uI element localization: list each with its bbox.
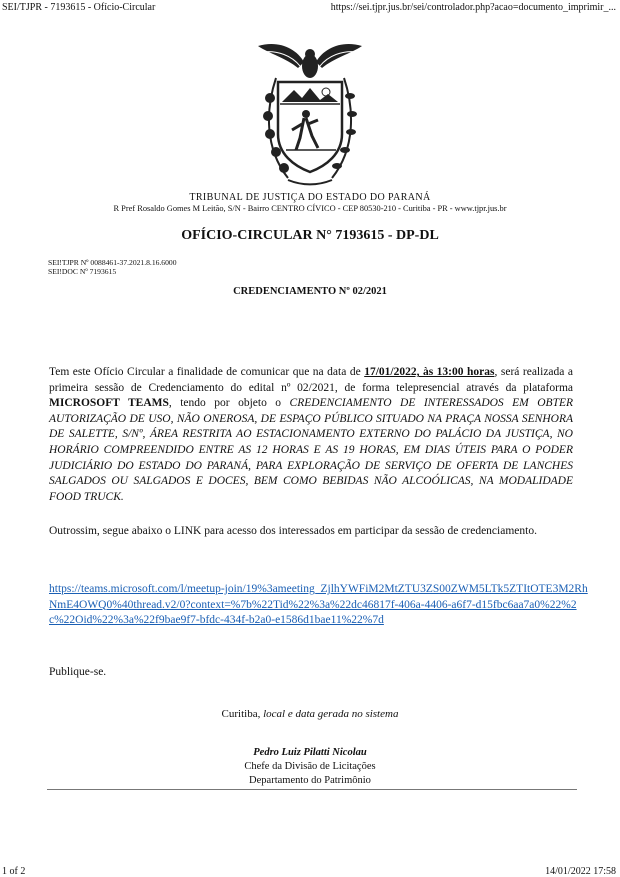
publique-se: Publique-se. — [49, 666, 107, 678]
print-footer-timestamp: 14/01/2022 17:58 — [545, 866, 616, 877]
p1-date: 17/01/2022, às 13:00 horas — [364, 366, 495, 378]
document-subject: CREDENCIAMENTO Nº 02/2021 — [233, 286, 387, 297]
court-name: TRIBUNAL DE JUSTIÇA DO ESTADO DO PARANÁ — [189, 192, 431, 203]
paragraph-link-intro: Outrossim, segue abaixo o LINK para acesso dos interessados em participar da sessão de credenciamento. — [49, 525, 537, 537]
parana-coat-of-arms-icon — [248, 38, 372, 188]
print-footer-page: 1 of 2 — [2, 866, 26, 877]
ref-sei-tjpr: SEI!TJPR Nº 0088461-37.2021.8.16.6000 — [48, 258, 177, 267]
signer-department: Departamento do Patrimônio — [249, 775, 371, 786]
place-date — [0, 708, 620, 720]
court-address: R Pref Rosaldo Gomes M Leitão, S/N - Bairro CENTRO CÍVICO - CEP 80530-210 - Curitiba - PR - www.tjpr.jus.br — [113, 204, 507, 213]
p1-mid: , será realizada a primeira sessão de Credenciamento do edital nº 02/2021, de forma telepresencial através da plataforma — [49, 366, 573, 394]
place-city: Curitiba, — [221, 708, 264, 720]
signer-role: Chefe da Divisão de Licitações — [244, 761, 376, 772]
p1-tail: , tendo por objeto o — [168, 397, 290, 410]
document-title: OFÍCIO-CIRCULAR N° 7193615 - DP-DL — [181, 228, 439, 243]
p1-platform: MICROSOFT TEAMS — [49, 397, 169, 410]
reference-lines — [48, 258, 177, 276]
ref-seidoc: SEI!DOC Nº 7193615 — [48, 267, 117, 276]
place-note: local e data gerada no sistema — [263, 708, 399, 720]
p1-lead: Tem este Ofício Circular a finalidade de comunicar que na data de — [49, 366, 365, 378]
print-header-url: https://sei.tjpr.jus.br/sei/controlador.php?acao=documento_imprimir_... — [330, 2, 616, 13]
print-header-title: SEI/TJPR - 7193615 - Ofício-Circular — [2, 2, 156, 13]
signature-divider — [47, 789, 577, 790]
signer-name: Pedro Luiz Pilatti Nicolau — [253, 747, 367, 758]
teams-meeting-link[interactable]: https://teams.microsoft.com/l/meetup-join/19%3ameeting_ZjlhYWFiM2MtZTU3ZS00ZWM5LTk5ZTItOTE3M2RhNmE4OWQ0%40thread.v2/0?context=%7b%22Tid%22%3a%22dc46817f-406a-4406-a6f7-d15fbc6aa7a0%22%2c%22Oid%22%3a%22f9bae9f7-bfdc-434f-b2a0-e1586d1bae11%22%7d — [49, 583, 588, 627]
paragraph-announcement — [49, 365, 573, 505]
p1-object: CREDENCIAMENTO DE INTERESSADOS EM OBTER AUTORIZAÇÃO DE USO, NÃO ONEROSA, DE ESPAÇO PÚBLICO SITUADO NA PRAÇA NOSSA SENHORA DE SALETTE, S/Nº, ÁREA RESTRITA AO ESTACIONAMENTO EXTERNO DO PALÁCIO DA JUSTIÇA, NO HORÁRIO COMPREENDIDO ENTRE AS 12 HORAS E AS 19 HORAS, EM DIAS ÚTEIS PARA O PODER JUDICIÁRIO DO ESTADO DO PARANÁ, PARA EXPLORAÇÃO DE SERVIÇO DE OFERTA DE LANCHES SALGADOS OU SALGADOS E DOCES, BEM COMO BEBIDAS NÃO ALCOÓLICAS, NA MODALIDADE FOOD TRUCK. — [49, 397, 574, 503]
